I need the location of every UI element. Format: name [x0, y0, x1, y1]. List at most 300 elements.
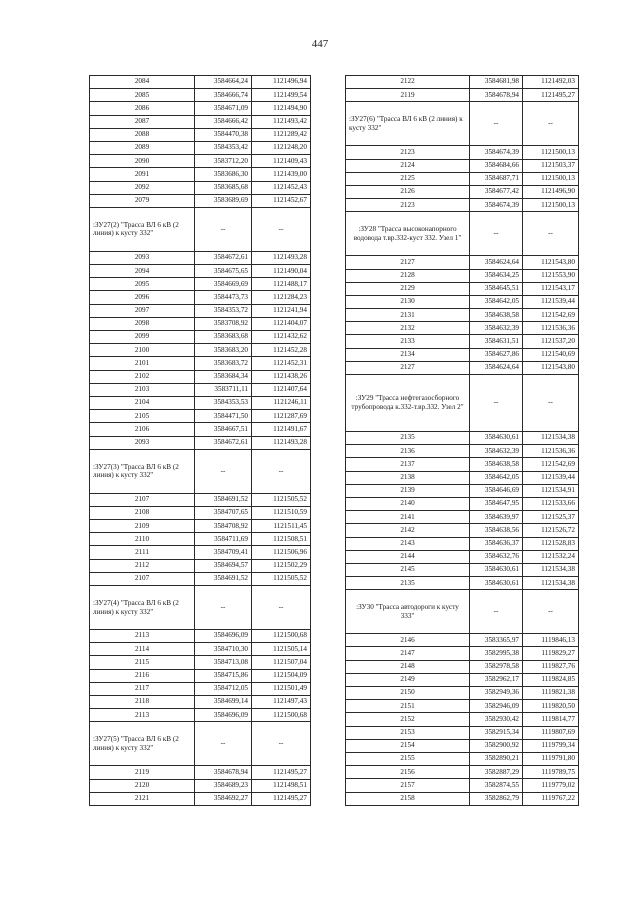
y-coordinate-cell: 1121506,96: [252, 546, 311, 559]
x-coordinate-cell: 3584681,98: [470, 76, 523, 89]
point-number-cell: 2143: [346, 537, 470, 550]
y-coordinate-cell: 1121542,69: [523, 458, 579, 471]
y-placeholder: --: [252, 207, 311, 251]
x-coordinate-cell: 3583685,68: [195, 181, 252, 194]
table-row: [346, 335, 579, 348]
y-coordinate-cell: 1121505,14: [252, 643, 311, 656]
table-row: [90, 709, 311, 722]
table-row: [90, 317, 311, 330]
point-number-cell: 2152: [346, 713, 470, 726]
point-number-cell: 2117: [90, 682, 195, 695]
y-coordinate-cell: 1121409,43: [252, 155, 311, 168]
page-number: 447: [311, 38, 329, 50]
y-coordinate-cell: 1121499,54: [252, 89, 311, 102]
section-label: :ЗУ27(4) "Трасса ВЛ 6 кВ (2 линия) к кусту 332": [90, 586, 195, 630]
point-number-cell: 2095: [90, 278, 195, 291]
y-placeholder: --: [252, 722, 311, 766]
y-coordinate-cell: 1121493,28: [252, 251, 311, 264]
table-row: [346, 185, 579, 198]
x-coordinate-cell: 3584666,74: [195, 89, 252, 102]
point-number-cell: 2119: [90, 766, 195, 779]
section-label: :ЗУ30 "Трасса автодороги к кусту 333": [346, 590, 470, 634]
section-label: :ЗУ27(6) "Трасса ВЛ 6 кВ (2 линия) к кусту 332": [346, 102, 470, 146]
y-coordinate-cell: 1121289,42: [252, 128, 311, 141]
y-placeholder: --: [523, 212, 579, 256]
y-placeholder: --: [252, 586, 311, 630]
table-row: [346, 89, 579, 102]
x-placeholder: --: [470, 590, 523, 634]
point-number-cell: 2092: [90, 181, 195, 194]
section-label: :ЗУ29 "Трасса нефтегазосборного трубопровода к.332-т.вр.332. Узел 2": [346, 375, 470, 432]
section-header-row: [346, 375, 579, 432]
y-coordinate-cell: 1121533,66: [523, 497, 579, 510]
section-header-row: [90, 722, 311, 766]
x-coordinate-cell: 3584687,71: [470, 172, 523, 185]
table-row: [90, 141, 311, 154]
x-coordinate-cell: 3584710,30: [195, 643, 252, 656]
point-number-cell: 2096: [90, 291, 195, 304]
table-row: [346, 295, 579, 308]
x-coordinate-cell: 3584713,08: [195, 656, 252, 669]
table-row: [90, 779, 311, 792]
point-number-cell: 2088: [90, 128, 195, 141]
table-row: [90, 115, 311, 128]
table-row: [346, 700, 579, 713]
y-coordinate-cell: 1121452,43: [252, 181, 311, 194]
x-coordinate-cell: 3583689,69: [195, 194, 252, 207]
x-coordinate-cell: 3584632,39: [470, 445, 523, 458]
point-number-cell: 2104: [90, 396, 195, 409]
table-row: [90, 695, 311, 708]
x-coordinate-cell: 3583683,20: [195, 344, 252, 357]
y-coordinate-cell: 1121534,38: [523, 432, 579, 445]
y-coordinate-cell: 1119814,77: [523, 713, 579, 726]
point-number-cell: 2142: [346, 524, 470, 537]
table-row: [90, 396, 311, 409]
x-coordinate-cell: 3583365,97: [470, 634, 523, 647]
point-number-cell: 2107: [90, 493, 195, 506]
x-coordinate-cell: 3584678,94: [195, 766, 252, 779]
y-coordinate-cell: 1121498,51: [252, 779, 311, 792]
x-coordinate-cell: 3582995,38: [470, 647, 523, 660]
y-coordinate-cell: 1121505,52: [252, 493, 311, 506]
y-coordinate-cell: 1121505,52: [252, 572, 311, 585]
table-row: [90, 792, 311, 805]
point-number-cell: 2119: [346, 89, 470, 102]
table-row: [90, 168, 311, 181]
point-number-cell: 2122: [346, 76, 470, 89]
table-body-left: [90, 76, 311, 806]
y-coordinate-cell: 1119829,27: [523, 647, 579, 660]
table-row: [346, 673, 579, 686]
x-coordinate-cell: 3584353,42: [195, 141, 252, 154]
point-number-cell: 2158: [346, 792, 470, 805]
table-row: [90, 194, 311, 207]
point-number-cell: 2103: [90, 383, 195, 396]
x-coordinate-cell: 3582962,17: [470, 673, 523, 686]
x-coordinate-cell: 3583683,72: [195, 357, 252, 370]
table-row: [346, 647, 579, 660]
table-row: [346, 779, 579, 792]
point-number-cell: 2136: [346, 445, 470, 458]
y-coordinate-cell: 1121500,68: [252, 709, 311, 722]
point-number-cell: 2137: [346, 458, 470, 471]
y-coordinate-cell: 1121495,27: [523, 89, 579, 102]
point-number-cell: 2109: [90, 520, 195, 533]
table-row: [90, 546, 311, 559]
y-coordinate-cell: 1121452,67: [252, 194, 311, 207]
x-coordinate-cell: 3583683,68: [195, 331, 252, 344]
table-row: [346, 361, 579, 374]
x-coordinate-cell: 3584470,38: [195, 128, 252, 141]
point-number-cell: 2123: [346, 199, 470, 212]
point-number-cell: 2140: [346, 497, 470, 510]
x-coordinate-cell: 3584638,58: [470, 309, 523, 322]
table-row: [346, 497, 579, 510]
y-coordinate-cell: 1121493,42: [252, 115, 311, 128]
x-coordinate-cell: 3582900,92: [470, 739, 523, 752]
y-coordinate-cell: 1121503,37: [523, 159, 579, 172]
point-number-cell: 2102: [90, 370, 195, 383]
table-row: [346, 348, 579, 361]
x-placeholder: --: [470, 102, 523, 146]
table-row: [346, 713, 579, 726]
table-row: [90, 278, 311, 291]
table-row: [346, 563, 579, 576]
x-coordinate-cell: 3584691,52: [195, 572, 252, 585]
table-row: [346, 269, 579, 282]
x-coordinate-cell: 3584692,27: [195, 792, 252, 805]
point-number-cell: 2124: [346, 159, 470, 172]
y-placeholder: --: [523, 102, 579, 146]
y-coordinate-cell: 1119807,69: [523, 726, 579, 739]
x-coordinate-cell: 3584696,09: [195, 630, 252, 643]
y-coordinate-cell: 1121439,00: [252, 168, 311, 181]
point-number-cell: 2132: [346, 322, 470, 335]
y-coordinate-cell: 1121493,28: [252, 436, 311, 449]
y-coordinate-cell: 1121534,38: [523, 577, 579, 590]
point-number-cell: 2145: [346, 563, 470, 576]
point-number-cell: 2107: [90, 572, 195, 585]
point-number-cell: 2135: [346, 577, 470, 590]
table-row: [346, 309, 579, 322]
y-coordinate-cell: 1121287,69: [252, 410, 311, 423]
table-row: [90, 766, 311, 779]
point-number-cell: 2089: [90, 141, 195, 154]
y-coordinate-cell: 1121540,69: [523, 348, 579, 361]
y-coordinate-cell: 1121510,59: [252, 506, 311, 519]
y-coordinate-cell: 1121284,23: [252, 291, 311, 304]
y-coordinate-cell: 1121504,09: [252, 669, 311, 682]
y-coordinate-cell: 1121534,91: [523, 484, 579, 497]
x-coordinate-cell: 3584671,09: [195, 102, 252, 115]
y-coordinate-cell: 1121502,29: [252, 559, 311, 572]
point-number-cell: 2141: [346, 511, 470, 524]
table-row: [90, 128, 311, 141]
point-number-cell: 2090: [90, 155, 195, 168]
point-number-cell: 2093: [90, 436, 195, 449]
x-coordinate-cell: 3584675,65: [195, 265, 252, 278]
x-coordinate-cell: 3584647,95: [470, 497, 523, 510]
table-row: [346, 199, 579, 212]
table-row: [346, 752, 579, 765]
table-row: [346, 159, 579, 172]
point-number-cell: 2105: [90, 410, 195, 423]
x-coordinate-cell: 3584699,14: [195, 695, 252, 708]
x-placeholder: --: [195, 449, 252, 493]
table-row: [346, 634, 579, 647]
y-coordinate-cell: 1121507,04: [252, 656, 311, 669]
table-row: [346, 687, 579, 700]
point-number-cell: 2147: [346, 647, 470, 660]
point-number-cell: 2094: [90, 265, 195, 278]
point-number-cell: 2127: [346, 256, 470, 269]
y-coordinate-cell: 1121490,04: [252, 265, 311, 278]
table-row: [90, 656, 311, 669]
x-coordinate-cell: 3584715,86: [195, 669, 252, 682]
table-row: [90, 436, 311, 449]
point-number-cell: 2085: [90, 89, 195, 102]
table-row: [346, 792, 579, 805]
table-row: [346, 172, 579, 185]
point-number-cell: 2087: [90, 115, 195, 128]
point-number-cell: 2101: [90, 357, 195, 370]
x-coordinate-cell: 3584678,94: [470, 89, 523, 102]
point-number-cell: 2110: [90, 533, 195, 546]
point-number-cell: 2157: [346, 779, 470, 792]
y-coordinate-cell: 1121404,07: [252, 317, 311, 330]
point-number-cell: 2131: [346, 309, 470, 322]
x-coordinate-cell: 3584667,51: [195, 423, 252, 436]
x-coordinate-cell: 3584684,66: [470, 159, 523, 172]
table-row: [90, 181, 311, 194]
point-number-cell: 2113: [90, 709, 195, 722]
table-row: [90, 383, 311, 396]
x-coordinate-cell: 3584642,05: [470, 471, 523, 484]
section-header-row: [346, 102, 579, 146]
y-coordinate-cell: 1121537,20: [523, 335, 579, 348]
y-coordinate-cell: 1121508,51: [252, 533, 311, 546]
point-number-cell: 2086: [90, 102, 195, 115]
point-number-cell: 2133: [346, 335, 470, 348]
table-row: [90, 155, 311, 168]
table-row: [346, 484, 579, 497]
y-coordinate-cell: 1121488,17: [252, 278, 311, 291]
x-coordinate-cell: 3584624,64: [470, 361, 523, 374]
y-coordinate-cell: 1121452,28: [252, 344, 311, 357]
table-row: [90, 89, 311, 102]
y-coordinate-cell: 1119827,76: [523, 660, 579, 673]
x-coordinate-cell: 3584674,39: [470, 199, 523, 212]
x-placeholder: --: [195, 207, 252, 251]
table-row: [90, 520, 311, 533]
point-number-cell: 2084: [90, 76, 195, 89]
point-number-cell: 2149: [346, 673, 470, 686]
x-coordinate-cell: 3583712,20: [195, 155, 252, 168]
y-coordinate-cell: 1121246,11: [252, 396, 311, 409]
x-coordinate-cell: 3584353,53: [195, 396, 252, 409]
table-row: [346, 471, 579, 484]
section-label: :ЗУ27(2) "Трасса ВЛ 6 кВ (2 линия) к кусту 332": [90, 207, 195, 251]
table-row: [346, 445, 579, 458]
x-coordinate-cell: 3584632,76: [470, 550, 523, 563]
table-row: [346, 766, 579, 779]
y-coordinate-cell: 1121526,72: [523, 524, 579, 537]
table-row: [90, 533, 311, 546]
table-row: [346, 537, 579, 550]
point-number-cell: 2128: [346, 269, 470, 282]
x-coordinate-cell: 3584636,37: [470, 537, 523, 550]
x-coordinate-cell: 3584646,69: [470, 484, 523, 497]
y-coordinate-cell: 1121528,83: [523, 537, 579, 550]
y-coordinate-cell: 1121500,13: [523, 146, 579, 159]
x-coordinate-cell: 3584639,97: [470, 511, 523, 524]
y-coordinate-cell: 1119779,02: [523, 779, 579, 792]
x-coordinate-cell: 3584696,09: [195, 709, 252, 722]
x-coordinate-cell: 3584631,51: [470, 335, 523, 348]
table-row: [90, 370, 311, 383]
table-row: [90, 493, 311, 506]
x-coordinate-cell: 3584677,42: [470, 185, 523, 198]
point-number-cell: 2093: [90, 251, 195, 264]
point-number-cell: 2111: [90, 546, 195, 559]
table-body-right: [346, 76, 579, 806]
y-coordinate-cell: 1121491,67: [252, 423, 311, 436]
table-row: [346, 577, 579, 590]
y-coordinate-cell: 1119824,85: [523, 673, 579, 686]
x-placeholder: --: [470, 375, 523, 432]
point-number-cell: 2156: [346, 766, 470, 779]
x-coordinate-cell: 3584711,69: [195, 533, 252, 546]
x-coordinate-cell: 3583711,11: [195, 383, 252, 396]
point-number-cell: 2116: [90, 669, 195, 682]
y-coordinate-cell: 1121432,62: [252, 331, 311, 344]
point-number-cell: 2146: [346, 634, 470, 647]
point-number-cell: 2099: [90, 331, 195, 344]
point-number-cell: 2151: [346, 700, 470, 713]
x-coordinate-cell: 3584672,61: [195, 436, 252, 449]
y-placeholder: --: [523, 590, 579, 634]
y-coordinate-cell: 1121495,27: [252, 766, 311, 779]
point-number-cell: 2112: [90, 559, 195, 572]
table-row: [346, 76, 579, 89]
y-coordinate-cell: 1121553,90: [523, 269, 579, 282]
y-coordinate-cell: 1121511,45: [252, 520, 311, 533]
y-coordinate-cell: 1121536,36: [523, 322, 579, 335]
table-row: [90, 76, 311, 89]
table-row: [346, 660, 579, 673]
y-coordinate-cell: 1121496,90: [523, 185, 579, 198]
x-coordinate-cell: 3584666,42: [195, 115, 252, 128]
table-row: [90, 410, 311, 423]
y-coordinate-cell: 1121500,13: [523, 172, 579, 185]
table-row: [346, 726, 579, 739]
y-coordinate-cell: 1121248,20: [252, 141, 311, 154]
point-number-cell: 2100: [90, 344, 195, 357]
table-row: [90, 304, 311, 317]
y-coordinate-cell: 1119789,75: [523, 766, 579, 779]
section-label: :ЗУ27(3) "Трасса ВЛ 6 кВ (2 линия) к кусту 332": [90, 449, 195, 493]
y-coordinate-cell: 1121543,80: [523, 256, 579, 269]
table-row: [90, 357, 311, 370]
x-coordinate-cell: 3584669,69: [195, 278, 252, 291]
point-number-cell: 2091: [90, 168, 195, 181]
table-row: [346, 432, 579, 445]
y-coordinate-cell: 1121539,44: [523, 295, 579, 308]
table-row: [90, 643, 311, 656]
y-placeholder: --: [523, 375, 579, 432]
x-coordinate-cell: 3584691,52: [195, 493, 252, 506]
table-row: [346, 146, 579, 159]
x-coordinate-cell: 3583686,30: [195, 168, 252, 181]
y-coordinate-cell: 1121539,44: [523, 471, 579, 484]
point-number-cell: 2079: [90, 194, 195, 207]
table-row: [346, 511, 579, 524]
point-number-cell: 2125: [346, 172, 470, 185]
y-coordinate-cell: 1121525,37: [523, 511, 579, 524]
y-coordinate-cell: 1121500,68: [252, 630, 311, 643]
y-coordinate-cell: 1121543,80: [523, 361, 579, 374]
section-label: :ЗУ28 "Трасса высоконапорного водовода т.вр.332-куст 332. Узел 1": [346, 212, 470, 256]
point-number-cell: 2150: [346, 687, 470, 700]
y-coordinate-cell: 1121532,24: [523, 550, 579, 563]
x-coordinate-cell: 3582862,79: [470, 792, 523, 805]
table-row: [90, 572, 311, 585]
y-coordinate-cell: 1121492,03: [523, 76, 579, 89]
point-number-cell: 2153: [346, 726, 470, 739]
x-coordinate-cell: 3584709,41: [195, 546, 252, 559]
x-coordinate-cell: 3584630,61: [470, 563, 523, 576]
x-coordinate-cell: 3584664,24: [195, 76, 252, 89]
x-coordinate-cell: 3582949,36: [470, 687, 523, 700]
point-number-cell: 2129: [346, 282, 470, 295]
section-header-row: [90, 449, 311, 493]
x-coordinate-cell: 3582946,09: [470, 700, 523, 713]
table-row: [346, 458, 579, 471]
x-coordinate-cell: 3583708,92: [195, 317, 252, 330]
y-coordinate-cell: 1121496,94: [252, 76, 311, 89]
y-coordinate-cell: 1119791,80: [523, 752, 579, 765]
table-row: [90, 344, 311, 357]
x-coordinate-cell: 3584689,23: [195, 779, 252, 792]
table-row: [90, 102, 311, 115]
table-row: [346, 322, 579, 335]
y-coordinate-cell: 1121241,94: [252, 304, 311, 317]
y-coordinate-cell: 1119767,22: [523, 792, 579, 805]
x-coordinate-cell: 3584642,05: [470, 295, 523, 308]
point-number-cell: 2144: [346, 550, 470, 563]
section-header-row: [346, 590, 579, 634]
x-coordinate-cell: 3584674,39: [470, 146, 523, 159]
y-coordinate-cell: 1121495,27: [252, 792, 311, 805]
y-coordinate-cell: 1121452,31: [252, 357, 311, 370]
x-placeholder: --: [195, 722, 252, 766]
x-coordinate-cell: 3582890,21: [470, 752, 523, 765]
x-coordinate-cell: 3584632,39: [470, 322, 523, 335]
point-number-cell: 2106: [90, 423, 195, 436]
x-coordinate-cell: 3584471,50: [195, 410, 252, 423]
y-coordinate-cell: 1121494,90: [252, 102, 311, 115]
table-row: [90, 630, 311, 643]
y-coordinate-cell: 1119846,13: [523, 634, 579, 647]
coordinates-table-left: [89, 75, 311, 806]
point-number-cell: 2130: [346, 295, 470, 308]
x-coordinate-cell: 3584645,51: [470, 282, 523, 295]
point-number-cell: 2123: [346, 146, 470, 159]
point-number-cell: 2139: [346, 484, 470, 497]
y-coordinate-cell: 1121497,43: [252, 695, 311, 708]
point-number-cell: 2135: [346, 432, 470, 445]
